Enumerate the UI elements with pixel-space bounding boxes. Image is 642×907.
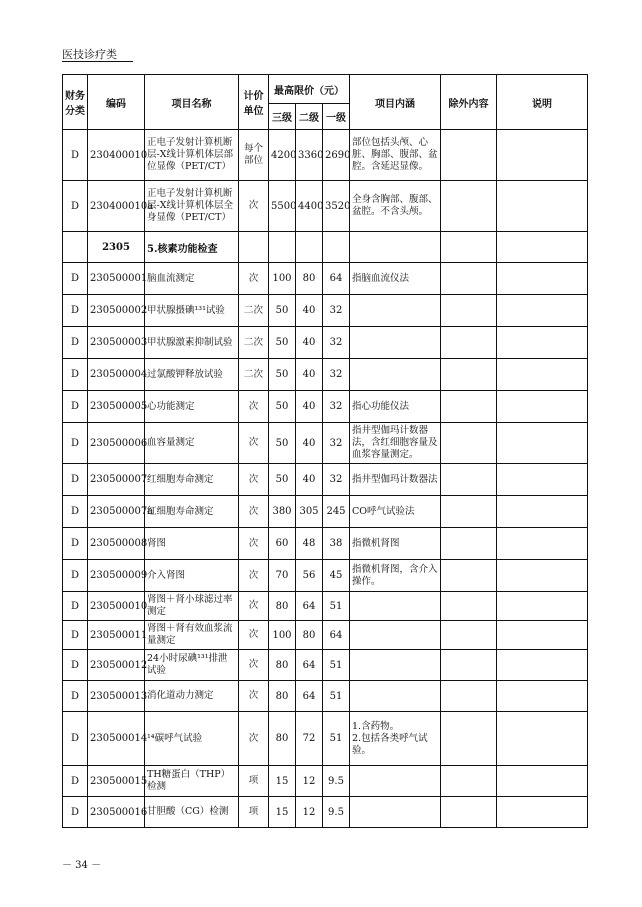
unit-cell: 次	[239, 650, 269, 681]
price-1-cell: 32	[323, 327, 350, 359]
price-1-cell: 64	[323, 621, 350, 650]
col-except: 除外内容	[441, 75, 497, 130]
name-cell: 红细胞寿命测定	[145, 464, 239, 496]
fin-cell: D	[63, 560, 88, 592]
except-cell	[441, 766, 497, 797]
fin-cell: D	[63, 496, 88, 528]
code-cell: 230500013	[88, 681, 145, 712]
price-2-cell: 40	[296, 295, 323, 327]
table-row	[63, 181, 588, 232]
col-content: 项目内涵	[350, 75, 441, 130]
unit-cell: 二次	[239, 359, 269, 391]
price-1-cell: 51	[323, 650, 350, 681]
category-header: 医技诊疗类	[62, 48, 133, 62]
fin-cell: D	[63, 797, 88, 828]
price-3-cell: 80	[269, 650, 296, 681]
unit-cell: 项	[239, 766, 269, 797]
price-2-cell: 72	[296, 712, 323, 766]
name-cell: 5.核素功能检查	[145, 232, 239, 263]
table-body	[63, 130, 588, 828]
content-cell: 全身含胸部、腹部、盆腔。不含头颅。	[350, 181, 441, 232]
price-2-cell: 80	[296, 621, 323, 650]
price-1-cell: 9.5	[323, 766, 350, 797]
price-2-cell: 48	[296, 528, 323, 560]
price-2-cell: 40	[296, 327, 323, 359]
code-cell: 230500001	[88, 263, 145, 295]
table-row	[63, 464, 588, 496]
code-cell: 2305	[88, 232, 145, 263]
except-cell	[441, 621, 497, 650]
fin-cell: D	[63, 295, 88, 327]
name-cell: 甲状腺摄碘¹³¹试验	[145, 295, 239, 327]
price-2-cell: 4400	[296, 181, 323, 232]
content-cell	[350, 232, 441, 263]
content-cell	[350, 295, 441, 327]
code-cell: 230500006	[88, 423, 145, 464]
note-cell	[497, 391, 588, 423]
price-3-cell: 50	[269, 327, 296, 359]
except-cell	[441, 681, 497, 712]
name-cell: ¹⁴碳呼气试验	[145, 712, 239, 766]
unit-cell: 次	[239, 681, 269, 712]
price-1-cell: 32	[323, 464, 350, 496]
col-price: 最高限价（元）	[269, 75, 350, 104]
price-2-cell	[296, 232, 323, 263]
note-cell	[497, 359, 588, 391]
table-row	[63, 766, 588, 797]
price-1-cell: 64	[323, 263, 350, 295]
table-row	[63, 797, 588, 828]
content-cell: 指心功能仪法	[350, 391, 441, 423]
note-cell	[497, 263, 588, 295]
content-cell	[350, 650, 441, 681]
price-2-cell: 40	[296, 391, 323, 423]
note-cell	[497, 766, 588, 797]
price-3-cell: 100	[269, 263, 296, 295]
fin-cell: D	[63, 464, 88, 496]
price-3-cell: 4200	[269, 130, 296, 181]
col-level1: 一级	[323, 104, 350, 130]
price-1-cell: 245	[323, 496, 350, 528]
except-cell	[441, 496, 497, 528]
except-cell	[441, 181, 497, 232]
page-number: － 34 －	[62, 860, 102, 871]
table-row	[63, 130, 588, 181]
price-1-cell: 32	[323, 295, 350, 327]
price-3-cell: 70	[269, 560, 296, 592]
content-cell	[350, 797, 441, 828]
except-cell	[441, 592, 497, 621]
except-cell	[441, 327, 497, 359]
price-2-cell: 3360	[296, 130, 323, 181]
except-cell	[441, 712, 497, 766]
price-1-cell: 32	[323, 359, 350, 391]
except-cell	[441, 528, 497, 560]
table-row	[63, 359, 588, 391]
price-2-cell: 64	[296, 650, 323, 681]
unit-cell: 项	[239, 797, 269, 828]
content-cell: 部位包括头颅、心脏、胸部、腹部、盆腔。含延迟显像。	[350, 130, 441, 181]
col-unit: 计价单位	[239, 75, 269, 130]
content-cell	[350, 359, 441, 391]
name-cell: 红细胞寿命测定	[145, 496, 239, 528]
price-3-cell: 100	[269, 621, 296, 650]
code-cell: 230500011	[88, 621, 145, 650]
unit-cell: 二次	[239, 295, 269, 327]
code-cell: 230500010	[88, 592, 145, 621]
except-cell	[441, 295, 497, 327]
code-cell: 230500009	[88, 560, 145, 592]
name-cell: 甘胆酸（CG）检测	[145, 797, 239, 828]
price-3-cell: 80	[269, 681, 296, 712]
except-cell	[441, 232, 497, 263]
price-1-cell: 2690	[323, 130, 350, 181]
unit-cell: 次	[239, 423, 269, 464]
code-cell: 230500015	[88, 766, 145, 797]
code-cell: 230500003	[88, 327, 145, 359]
col-code: 编码	[88, 75, 145, 130]
code-cell: 230500007a	[88, 496, 145, 528]
name-cell: 肾图＋肾小球滤过率测定	[145, 592, 239, 621]
fin-cell: D	[63, 263, 88, 295]
price-3-cell: 60	[269, 528, 296, 560]
table-row	[63, 327, 588, 359]
price-3-cell: 5500	[269, 181, 296, 232]
table-row	[63, 391, 588, 423]
content-cell	[350, 621, 441, 650]
price-1-cell: 38	[323, 528, 350, 560]
fin-cell: D	[63, 650, 88, 681]
except-cell	[441, 560, 497, 592]
note-cell	[497, 650, 588, 681]
fin-cell: D	[63, 528, 88, 560]
price-2-cell: 40	[296, 359, 323, 391]
code-cell: 230500004	[88, 359, 145, 391]
name-cell: 肾图＋肾有效血浆流量测定	[145, 621, 239, 650]
table-row	[63, 621, 588, 650]
except-cell	[441, 797, 497, 828]
content-cell	[350, 766, 441, 797]
except-cell	[441, 464, 497, 496]
price-2-cell: 40	[296, 464, 323, 496]
price-1-cell: 9.5	[323, 797, 350, 828]
price-1-cell: 51	[323, 592, 350, 621]
unit-cell: 二次	[239, 327, 269, 359]
price-3-cell: 50	[269, 423, 296, 464]
table-row	[63, 295, 588, 327]
code-cell: 230500002	[88, 295, 145, 327]
unit-cell: 次	[239, 181, 269, 232]
section-row	[63, 232, 588, 263]
note-cell	[497, 423, 588, 464]
table-row	[63, 712, 588, 766]
unit-cell: 次	[239, 712, 269, 766]
name-cell: 正电子发射计算机断层-X线计算机体层全身显像（PET/CT）	[145, 181, 239, 232]
price-2-cell: 80	[296, 263, 323, 295]
note-cell	[497, 232, 588, 263]
fin-cell: D	[63, 712, 88, 766]
unit-cell: 次	[239, 391, 269, 423]
code-cell: 230500012	[88, 650, 145, 681]
fin-cell: D	[63, 621, 88, 650]
price-1-cell: 32	[323, 423, 350, 464]
code-cell: 230500008	[88, 528, 145, 560]
price-3-cell: 50	[269, 295, 296, 327]
note-cell	[497, 327, 588, 359]
note-cell	[497, 560, 588, 592]
unit-cell	[239, 232, 269, 263]
unit-cell: 次	[239, 592, 269, 621]
content-cell	[350, 327, 441, 359]
note-cell	[497, 621, 588, 650]
unit-cell: 次	[239, 464, 269, 496]
price-1-cell: 45	[323, 560, 350, 592]
note-cell	[497, 130, 588, 181]
fin-cell: D	[63, 766, 88, 797]
name-cell: 肾图	[145, 528, 239, 560]
note-cell	[497, 496, 588, 528]
except-cell	[441, 130, 497, 181]
content-cell: CO呼气试验法	[350, 496, 441, 528]
code-cell: 230500005	[88, 391, 145, 423]
name-cell: 正电子发射计算机断层-X线计算机体层部位显像（PET/CT）	[145, 130, 239, 181]
unit-cell: 次	[239, 528, 269, 560]
code-cell: 230500016	[88, 797, 145, 828]
price-2-cell: 64	[296, 592, 323, 621]
table-row	[63, 263, 588, 295]
note-cell	[497, 797, 588, 828]
note-cell	[497, 681, 588, 712]
fin-cell: D	[63, 391, 88, 423]
note-cell	[497, 464, 588, 496]
except-cell	[441, 423, 497, 464]
table-row	[63, 560, 588, 592]
fin-cell: D	[63, 327, 88, 359]
note-cell	[497, 295, 588, 327]
note-cell	[497, 712, 588, 766]
price-2-cell: 12	[296, 766, 323, 797]
code-cell: 230500014	[88, 712, 145, 766]
unit-cell: 次	[239, 263, 269, 295]
fin-cell: D	[63, 359, 88, 391]
price-3-cell	[269, 232, 296, 263]
price-3-cell: 50	[269, 391, 296, 423]
note-cell	[497, 592, 588, 621]
price-2-cell: 64	[296, 681, 323, 712]
price-1-cell: 32	[323, 391, 350, 423]
name-cell: 心功能测定	[145, 391, 239, 423]
price-2-cell: 56	[296, 560, 323, 592]
name-cell: 甲状腺激素抑制试验	[145, 327, 239, 359]
fin-cell: D	[63, 423, 88, 464]
unit-cell: 次	[239, 621, 269, 650]
name-cell: TH糖蛋白（THP）检测	[145, 766, 239, 797]
price-3-cell: 15	[269, 766, 296, 797]
price-3-cell: 50	[269, 464, 296, 496]
col-level3: 三级	[269, 104, 296, 130]
table-row	[63, 528, 588, 560]
content-cell	[350, 592, 441, 621]
table-row	[63, 496, 588, 528]
code-cell: 230400010a	[88, 181, 145, 232]
content-cell: 指微机肾图	[350, 528, 441, 560]
name-cell: 脑血流测定	[145, 263, 239, 295]
name-cell: 消化道动力测定	[145, 681, 239, 712]
unit-cell: 次	[239, 560, 269, 592]
price-3-cell: 15	[269, 797, 296, 828]
name-cell: 血容量测定	[145, 423, 239, 464]
price-3-cell: 50	[269, 359, 296, 391]
table-row	[63, 681, 588, 712]
name-cell: 介入肾图	[145, 560, 239, 592]
content-cell: 指井型伽玛计数器法	[350, 464, 441, 496]
price-2-cell: 12	[296, 797, 323, 828]
price-1-cell: 51	[323, 681, 350, 712]
fin-cell: D	[63, 181, 88, 232]
col-note: 说明	[497, 75, 588, 130]
code-cell: 230400010	[88, 130, 145, 181]
except-cell	[441, 650, 497, 681]
table-row	[63, 592, 588, 621]
code-cell: 230500007	[88, 464, 145, 496]
col-name: 项目名称	[145, 75, 239, 130]
note-cell	[497, 181, 588, 232]
except-cell	[441, 391, 497, 423]
name-cell: 24小时尿碘¹³¹排泄试验	[145, 650, 239, 681]
price-1-cell	[323, 232, 350, 263]
price-2-cell: 40	[296, 423, 323, 464]
content-cell: 指脑血流仪法	[350, 263, 441, 295]
content-cell: 指井型伽玛计数器法，含红细胞容量及血浆容量测定。	[350, 423, 441, 464]
content-cell: 1.含药物。 2.包括各类呼气试验。	[350, 712, 441, 766]
table-row	[63, 650, 588, 681]
fin-cell: D	[63, 681, 88, 712]
unit-cell: 次	[239, 496, 269, 528]
unit-cell: 每个部位	[239, 130, 269, 181]
price-1-cell: 3520	[323, 181, 350, 232]
col-fin: 财务分类	[63, 75, 88, 130]
price-3-cell: 80	[269, 712, 296, 766]
fin-cell: D	[63, 592, 88, 621]
col-level2: 二级	[296, 104, 323, 130]
except-cell	[441, 263, 497, 295]
content-cell	[350, 681, 441, 712]
price-3-cell: 80	[269, 592, 296, 621]
price-table	[62, 74, 588, 828]
name-cell: 过氯酸钾释放试验	[145, 359, 239, 391]
note-cell	[497, 528, 588, 560]
content-cell: 指微机肾图，含介入操作。	[350, 560, 441, 592]
price-1-cell: 51	[323, 712, 350, 766]
fin-cell: D	[63, 130, 88, 181]
except-cell	[441, 359, 497, 391]
fin-cell	[63, 232, 88, 263]
price-2-cell: 305	[296, 496, 323, 528]
price-3-cell: 380	[269, 496, 296, 528]
table-row	[63, 423, 588, 464]
